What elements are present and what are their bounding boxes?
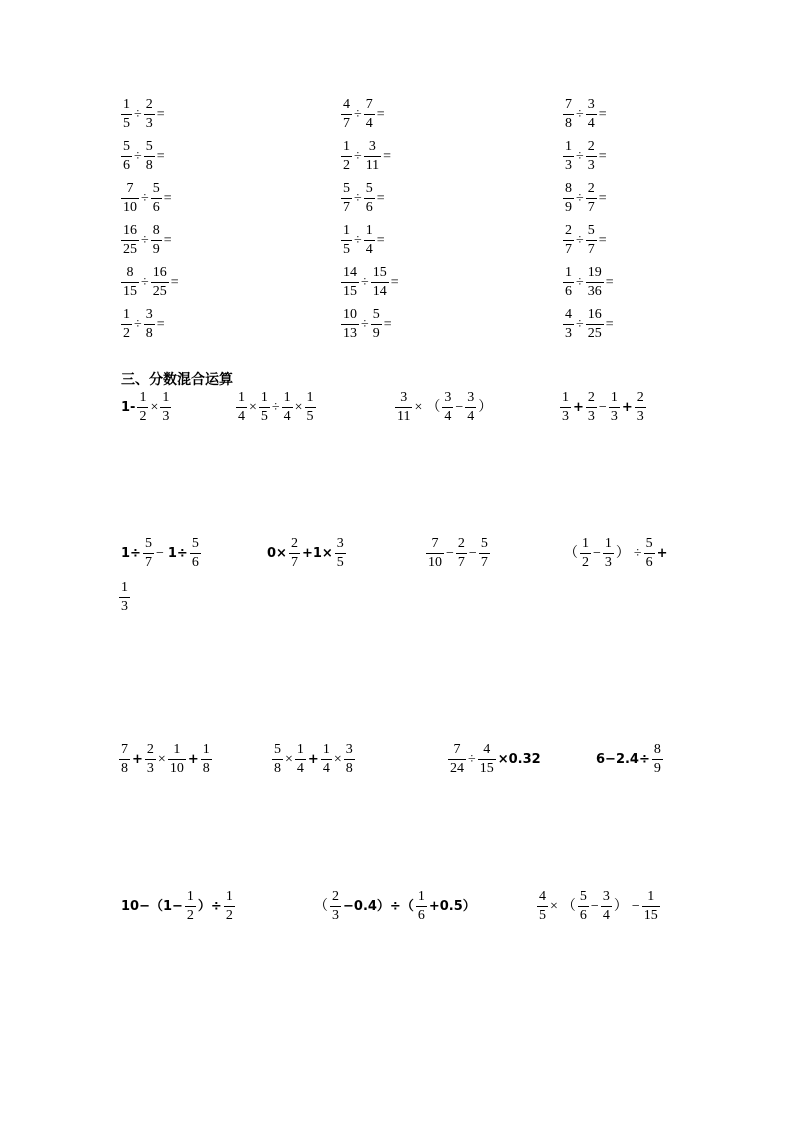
mixed-problem-r4-3 [537, 890, 660, 923]
left-paren: （ [564, 545, 578, 561]
fraction: $\frac{5}{9}$ [372, 307, 380, 341]
minus-sign: − [455, 399, 464, 415]
problem-lead-text: 0× [267, 546, 287, 561]
fraction: $\frac{7}{10}$ [428, 536, 442, 570]
fraction: $\frac{5}{7}$ [480, 536, 488, 570]
fraction: $\frac{2}{3}$ [332, 889, 339, 923]
fraction: $\frac{19}{36}$ [587, 265, 602, 299]
mixed-problem-r3-1 [119, 743, 212, 776]
fraction: $\frac{4}{7}$ [343, 97, 350, 131]
divide-sign: ÷ [141, 232, 149, 248]
fraction: $\frac{8}{9}$ [152, 223, 160, 257]
fraction: $\frac{1}{3}$ [610, 390, 618, 424]
fraction: $\frac{1}{5}$ [260, 390, 268, 424]
problem-mid-text: −0.4）÷（ [343, 899, 414, 914]
fraction: $\frac{5}{6}$ [152, 181, 160, 215]
fraction: $\frac{1}{4}$ [238, 390, 245, 424]
divide-sign: ÷ [576, 148, 584, 164]
fraction: $\frac{1}{3}$ [162, 390, 170, 424]
equals-sign: = [605, 316, 614, 332]
right-paren: ） [478, 399, 493, 415]
fraction: $\frac{1}{5}$ [123, 97, 130, 131]
equals-sign: = [598, 232, 607, 248]
fraction: $\frac{1}{2}$ [186, 889, 194, 923]
fraction: $\frac{15}{14}$ [372, 265, 387, 299]
equals-sign: = [383, 148, 392, 164]
fraction: $\frac{7}{4}$ [365, 97, 373, 131]
divide-sign: ÷ [633, 545, 642, 561]
fraction: $\frac{1}{4}$ [283, 390, 291, 424]
mixed-problem-r2-2 [265, 537, 346, 570]
divide-sign: ÷ [576, 106, 584, 122]
divide-sign: ÷ [361, 274, 369, 290]
fraction: $\frac{1}{15}$ [643, 889, 658, 923]
fraction: $\frac{5}{6}$ [365, 181, 373, 215]
fraction: $\frac{1}{5}$ [306, 390, 314, 424]
plus-sign: + [573, 400, 584, 415]
equals-sign: = [163, 232, 172, 248]
fraction: $\frac{7}{8}$ [121, 742, 128, 776]
mixed-problem-r2-4 [562, 537, 670, 570]
mixed-problem-r4-2 [312, 890, 478, 923]
problem-tail-text: +0.5） [428, 899, 476, 914]
equals-sign: = [376, 190, 385, 206]
division-problem [563, 182, 609, 215]
minus-sign: − [631, 898, 640, 914]
fraction: $\frac{5}{6}$ [645, 536, 653, 570]
fraction: $\frac{7}{10}$ [123, 181, 137, 215]
fraction: $\frac{1}{2}$ [139, 390, 147, 424]
mixed-problem-r1-1 [119, 391, 171, 424]
divide-sign: ÷ [576, 316, 584, 332]
division-problem [121, 182, 174, 215]
fraction: $\frac{5}{6}$ [579, 889, 587, 923]
times-sign: × [294, 399, 303, 415]
fraction: $\frac{16}{25}$ [152, 265, 167, 299]
division-problem [121, 140, 167, 173]
times-sign: × [157, 751, 166, 767]
times-sign: × [333, 751, 342, 767]
fraction: $\frac{16}{25}$ [587, 307, 602, 341]
divide-sign: ÷ [134, 316, 142, 332]
fraction: $\frac{2}{7}$ [290, 536, 298, 570]
equals-sign: = [163, 190, 172, 206]
mixed-problem-r2-1 [119, 537, 201, 570]
minus-sign: − [598, 399, 607, 415]
fraction: $\frac{5}{7}$ [144, 536, 152, 570]
problem-lead-text: 10−（1− [121, 899, 183, 914]
division-problem [341, 308, 394, 341]
divide-sign: ÷ [361, 316, 369, 332]
problem-lead-text: 6−2.4÷ [596, 752, 650, 767]
fraction: $\frac{5}{7}$ [587, 223, 595, 257]
fraction: $\frac{2}{7}$ [587, 181, 595, 215]
fraction: $\frac{1}{10}$ [169, 742, 184, 776]
division-problem [121, 224, 174, 257]
fraction: $\frac{1}{4}$ [365, 223, 373, 257]
divide-sign: ÷ [134, 106, 142, 122]
fraction: $\frac{1}{4}$ [322, 742, 330, 776]
equals-sign: = [156, 316, 165, 332]
division-problem [563, 98, 609, 131]
division-problem [341, 266, 401, 299]
equals-sign: = [156, 148, 165, 164]
equals-sign: = [376, 106, 385, 122]
division-problem [121, 308, 167, 341]
problem-lead-text: 1- [121, 400, 136, 415]
fraction: $\frac{8}{9}$ [565, 181, 572, 215]
divide-sign: ÷ [468, 751, 476, 767]
fraction: $\frac{3}{8}$ [345, 742, 353, 776]
fraction: $\frac{3}{8}$ [145, 307, 153, 341]
equals-sign: = [390, 274, 399, 290]
mixed-problem-r3-4 [594, 743, 663, 776]
division-problem [341, 98, 387, 131]
fraction: $\frac{2}{3}$ [146, 742, 154, 776]
fraction: $\frac{4}{5}$ [539, 889, 546, 923]
fraction: $\frac{5}{6}$ [191, 536, 199, 570]
fraction: $\frac{1}{3}$ [121, 580, 128, 614]
fraction: $\frac{2}{3}$ [587, 390, 595, 424]
divide-sign: ÷ [576, 274, 584, 290]
times-sign: × [414, 399, 423, 415]
fraction: $\frac{1}{2}$ [225, 889, 233, 923]
fraction: $\frac{5}{7}$ [343, 181, 350, 215]
plus-sign: + [187, 752, 199, 767]
fraction: $\frac{1}{5}$ [343, 223, 350, 257]
divide-sign: ÷ [354, 232, 362, 248]
fraction: $\frac{4}{15}$ [479, 742, 494, 776]
minus-sign: − [446, 545, 454, 561]
equals-sign: = [605, 274, 614, 290]
divide-sign: ÷ [141, 274, 149, 290]
fraction: $\frac{3}{5}$ [336, 536, 344, 570]
minus-sign: − [155, 545, 164, 561]
fraction: $\frac{3}{4}$ [587, 97, 595, 131]
fraction: $\frac{3}{11}$ [365, 139, 380, 173]
right-paren: ） [613, 898, 628, 914]
left-paren: （ [561, 898, 576, 914]
equals-sign: = [156, 106, 165, 122]
times-sign: × [550, 898, 558, 914]
divide-sign: ÷ [354, 190, 362, 206]
mixed-problem-r1-2 [236, 391, 316, 424]
plus-sign: + [621, 400, 633, 415]
problem-mid-text: ）÷ [197, 899, 222, 914]
division-problem [563, 266, 616, 299]
fraction: $\frac{1}{6}$ [565, 265, 572, 299]
fraction: $\frac{3}{4}$ [467, 390, 475, 424]
fraction: $\frac{3}{4}$ [444, 390, 452, 424]
divide-sign: ÷ [354, 148, 362, 164]
fraction: $\frac{10}{13}$ [343, 307, 357, 341]
division-problem [341, 224, 387, 257]
fraction: $\frac{1}{6}$ [417, 889, 425, 923]
plus-sign: + [307, 752, 319, 767]
problem-lead-text: 1÷ [121, 546, 141, 561]
fraction: $\frac{1}{2}$ [343, 139, 350, 173]
fraction: $\frac{2}{3}$ [587, 139, 595, 173]
minus-sign: − [468, 545, 477, 561]
division-problem [121, 98, 167, 131]
minus-sign: − [593, 545, 601, 561]
fraction: $\frac{16}{25}$ [123, 223, 137, 257]
fraction: $\frac{7}{24}$ [450, 742, 464, 776]
divide-sign: ÷ [271, 399, 280, 415]
equals-sign: = [598, 106, 607, 122]
fraction: $\frac{3}{4}$ [602, 889, 610, 923]
mixed-problem-r3-2 [272, 743, 355, 776]
division-problem [563, 140, 609, 173]
equals-sign: = [376, 232, 385, 248]
fraction: $\frac{1}{3}$ [604, 536, 612, 570]
section-title: 三、分数混合运算 [121, 372, 233, 388]
divide-sign: ÷ [354, 106, 362, 122]
fraction: $\frac{8}{9}$ [653, 742, 661, 776]
fraction: $\frac{1}{2}$ [123, 307, 130, 341]
divide-sign: ÷ [141, 190, 149, 206]
fraction: $\frac{7}{8}$ [565, 97, 572, 131]
right-paren: ） [615, 545, 630, 561]
problem-tail-text: ×0.32 [497, 752, 541, 767]
divide-sign: ÷ [576, 232, 584, 248]
minus-sign: − [590, 898, 599, 914]
divide-sign: ÷ [576, 190, 584, 206]
plus-sign: + [132, 752, 143, 767]
times-sign: × [285, 751, 293, 767]
division-problem [563, 224, 609, 257]
mixed-problem-r4-1 [119, 890, 235, 923]
mixed-problem-r1-3 [395, 391, 494, 424]
equals-sign: = [170, 274, 179, 290]
equals-sign: = [598, 148, 607, 164]
fraction: $\frac{1}{3}$ [565, 139, 572, 173]
division-problem [341, 140, 393, 173]
mixed-problem-r2-3 [426, 537, 490, 570]
fraction: $\frac{14}{15}$ [343, 265, 357, 299]
left-paren: （ [314, 898, 328, 914]
fraction: $\frac{2}{7}$ [457, 536, 465, 570]
fraction: $\frac{2}{3}$ [636, 390, 644, 424]
problem-mid-text: 1÷ [167, 546, 188, 561]
fraction: $\frac{1}{8}$ [202, 742, 210, 776]
division-problem [341, 182, 387, 215]
fraction: $\frac{1}{2}$ [582, 536, 589, 570]
mixed-problem-r2-4-wrap [119, 581, 130, 614]
fraction: $\frac{8}{15}$ [123, 265, 137, 299]
mixed-problem-r1-4 [560, 391, 646, 424]
fraction: $\frac{1}{3}$ [562, 390, 569, 424]
fraction: $\frac{3}{11}$ [397, 390, 411, 424]
times-sign: × [249, 399, 257, 415]
times-sign: × [150, 399, 159, 415]
mixed-problem-r3-3 [448, 743, 543, 776]
fraction: $\frac{1}{4}$ [296, 742, 304, 776]
division-problem [121, 266, 181, 299]
equals-sign: = [383, 316, 392, 332]
fraction: $\frac{5}{6}$ [123, 139, 130, 173]
fraction: $\frac{2}{3}$ [145, 97, 153, 131]
fraction: $\frac{4}{3}$ [565, 307, 572, 341]
fraction: $\frac{2}{7}$ [565, 223, 572, 257]
problem-mid-text: +1× [301, 546, 333, 561]
equals-sign: = [598, 190, 607, 206]
division-problem [563, 308, 616, 341]
plus-sign: + [656, 546, 668, 561]
fraction: $\frac{5}{8}$ [274, 742, 281, 776]
fraction: $\frac{5}{8}$ [145, 139, 153, 173]
divide-sign: ÷ [134, 148, 142, 164]
left-paren: （ [426, 399, 441, 415]
